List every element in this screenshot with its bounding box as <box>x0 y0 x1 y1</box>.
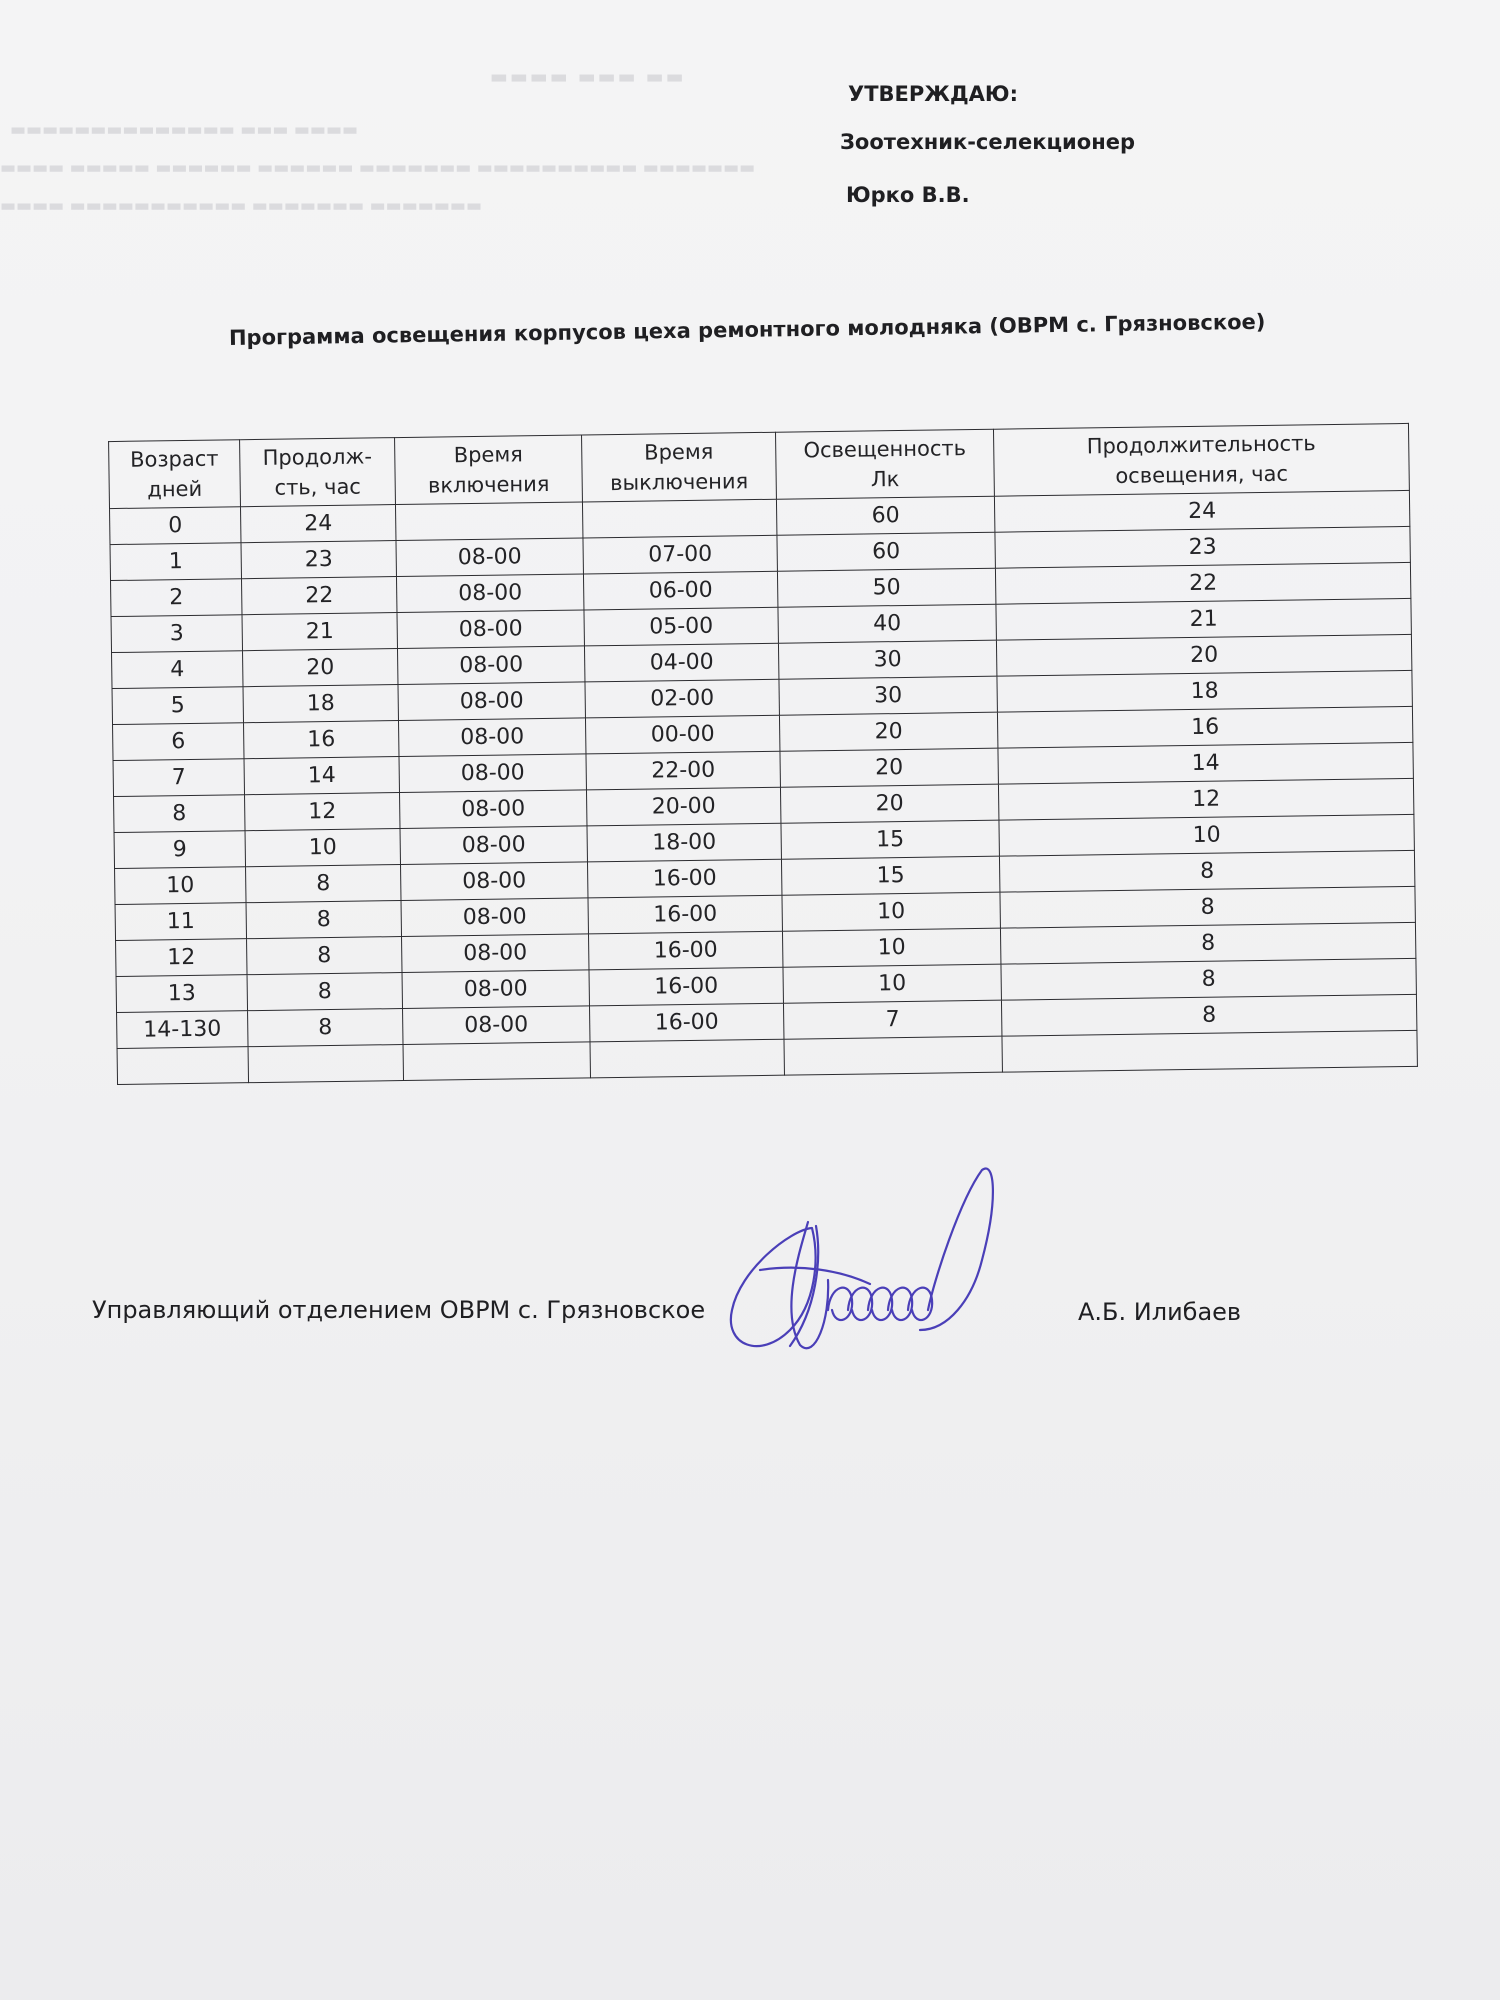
cell-on-time: 08-00 <box>400 826 587 865</box>
lighting-table-container <box>108 423 1417 1085</box>
lighting-program-table <box>108 423 1418 1085</box>
cell-on-time: 08-00 <box>399 790 586 829</box>
cell-lighting-duration: 8 <box>999 850 1414 892</box>
cell-duration: 8 <box>248 1009 403 1047</box>
handwritten-signature <box>720 1160 1010 1360</box>
bleed-through-text: ▬▬▬▬ ▬▬▬▬▬▬▬▬▬▬▬ ▬▬▬▬▬▬▬ ▬▬▬▬▬▬▬ <box>0 196 483 216</box>
header-duration: Продолж- сть, час <box>240 438 396 507</box>
cell-age: 7 <box>113 759 244 797</box>
cell-off-time: 16-00 <box>588 931 782 970</box>
cell-on-time: 08-00 <box>401 898 588 937</box>
cell-off-time: 16-00 <box>587 859 781 898</box>
cell-on-time: 08-00 <box>396 538 583 577</box>
cell-illuminance: 20 <box>780 784 998 823</box>
cell-lighting-duration: 20 <box>996 634 1411 676</box>
cell-duration: 10 <box>245 829 400 867</box>
cell-lighting-duration: 10 <box>999 814 1414 856</box>
cell-duration: 8 <box>247 973 402 1011</box>
cell-illuminance: 15 <box>781 820 999 859</box>
cell-age: 8 <box>114 795 245 833</box>
cell-lighting-duration: 22 <box>995 562 1410 604</box>
cell-lighting-duration: 16 <box>997 706 1412 748</box>
cell-off-time: 00-00 <box>585 715 779 754</box>
bleed-through-text: ▬▬▬▬ ▬▬▬ ▬▬ <box>490 66 686 88</box>
cell-on-time <box>395 502 582 541</box>
cell-age: 10 <box>115 867 246 905</box>
cell-on-time: 08-00 <box>397 610 584 649</box>
cell-off-time <box>582 499 776 538</box>
cell-lighting-duration: 18 <box>997 670 1412 712</box>
cell-lighting-duration <box>1002 1030 1417 1072</box>
cell-illuminance: 7 <box>783 1000 1001 1039</box>
cell-illuminance: 60 <box>777 532 995 571</box>
cell-age: 1 <box>110 543 241 581</box>
cell-off-time: 05-00 <box>584 607 778 646</box>
cell-on-time <box>403 1042 590 1081</box>
cell-duration: 24 <box>240 505 395 543</box>
cell-duration: 8 <box>246 901 401 939</box>
header-on-time: Время включения <box>395 435 583 505</box>
cell-age: 2 <box>111 579 242 617</box>
cell-lighting-duration: 23 <box>995 526 1410 568</box>
cell-age: 9 <box>114 831 245 869</box>
bleed-through-text: ▬▬▬▬ ▬▬▬▬▬ ▬▬▬▬▬▬ ▬▬▬▬▬▬ ▬▬▬▬▬▬▬ ▬▬▬▬▬▬▬▬▬▬ ▬▬▬▬▬▬▬ <box>0 158 756 178</box>
cell-on-time: 08-00 <box>398 718 585 757</box>
cell-duration: 12 <box>245 793 400 831</box>
cell-illuminance: 10 <box>783 964 1001 1003</box>
cell-off-time: 16-00 <box>589 1003 783 1042</box>
cell-on-time: 08-00 <box>398 682 585 721</box>
cell-off-time: 16-00 <box>589 967 783 1006</box>
cell-lighting-duration: 24 <box>994 490 1409 532</box>
cell-off-time: 06-00 <box>583 571 777 610</box>
cell-lighting-duration: 8 <box>1000 886 1415 928</box>
cell-on-time: 08-00 <box>397 646 584 685</box>
header-age: Возраст дней <box>109 440 241 509</box>
signatory-position: Управляющий отделением ОВРМ с. Грязновское <box>92 1296 706 1324</box>
cell-duration: 8 <box>247 937 402 975</box>
cell-on-time: 08-00 <box>399 754 586 793</box>
cell-illuminance: 20 <box>780 748 998 787</box>
cell-duration: 18 <box>243 685 398 723</box>
cell-duration: 21 <box>242 613 397 651</box>
cell-off-time: 02-00 <box>585 679 779 718</box>
cell-lighting-duration: 8 <box>1001 958 1416 1000</box>
cell-lighting-duration: 8 <box>1000 922 1415 964</box>
cell-illuminance: 20 <box>779 712 997 751</box>
cell-lighting-duration: 8 <box>1001 994 1416 1036</box>
bleed-through-text: ▬▬▬▬▬▬▬▬▬▬▬▬▬▬ ▬▬▬ ▬▬▬▬ <box>10 120 359 140</box>
cell-on-time: 08-00 <box>402 970 589 1009</box>
cell-duration: 20 <box>243 649 398 687</box>
document-title: Программа освещения корпусов цеха ремонтного молодняка (ОВРМ с. Грязновское) <box>228 309 1266 350</box>
cell-age: 4 <box>112 651 243 689</box>
cell-duration: 14 <box>244 757 399 795</box>
cell-off-time: 07-00 <box>583 535 777 574</box>
cell-age: 6 <box>113 723 244 761</box>
approval-position: Зоотехник-селекционер <box>840 130 1135 154</box>
cell-on-time: 08-00 <box>396 574 583 613</box>
cell-lighting-duration: 12 <box>998 778 1413 820</box>
cell-lighting-duration: 21 <box>996 598 1411 640</box>
cell-illuminance: 50 <box>777 568 995 607</box>
cell-duration <box>248 1045 403 1083</box>
cell-off-time: 04-00 <box>584 643 778 682</box>
approval-heading: УТВЕРЖДАЮ: <box>848 82 1018 106</box>
cell-off-time: 18-00 <box>587 823 781 862</box>
approval-name: Юрко В.В. <box>846 183 970 207</box>
cell-age: 5 <box>112 687 243 725</box>
cell-on-time: 08-00 <box>402 934 589 973</box>
cell-off-time: 20-00 <box>586 787 780 826</box>
header-off-time: Время выключения <box>582 432 777 502</box>
cell-duration: 8 <box>246 865 401 903</box>
cell-age: 11 <box>115 903 246 941</box>
cell-age <box>117 1047 248 1085</box>
cell-illuminance: 40 <box>778 604 996 643</box>
signatory-name: А.Б. Илибаев <box>1078 1298 1242 1326</box>
cell-on-time: 08-00 <box>403 1006 590 1045</box>
cell-illuminance: 30 <box>779 676 997 715</box>
cell-age: 3 <box>111 615 242 653</box>
cell-illuminance: 60 <box>776 496 994 535</box>
cell-age: 12 <box>116 939 247 977</box>
header-lighting-duration: Продолжительность освещения, час <box>993 423 1409 496</box>
cell-age: 13 <box>116 975 247 1013</box>
cell-off-time <box>590 1039 784 1078</box>
cell-age: 0 <box>110 507 241 545</box>
cell-lighting-duration: 14 <box>998 742 1413 784</box>
cell-off-time: 16-00 <box>588 895 782 934</box>
cell-illuminance: 15 <box>781 856 999 895</box>
cell-illuminance: 10 <box>782 892 1000 931</box>
cell-duration: 16 <box>244 721 399 759</box>
cell-illuminance <box>784 1036 1002 1075</box>
cell-off-time: 22-00 <box>586 751 780 790</box>
header-illuminance: Освещенность Лк <box>776 429 995 499</box>
cell-duration: 22 <box>241 577 396 615</box>
cell-duration: 23 <box>241 541 396 579</box>
cell-illuminance: 10 <box>782 928 1000 967</box>
cell-on-time: 08-00 <box>401 862 588 901</box>
cell-age: 14-130 <box>117 1011 248 1049</box>
cell-illuminance: 30 <box>778 640 996 679</box>
